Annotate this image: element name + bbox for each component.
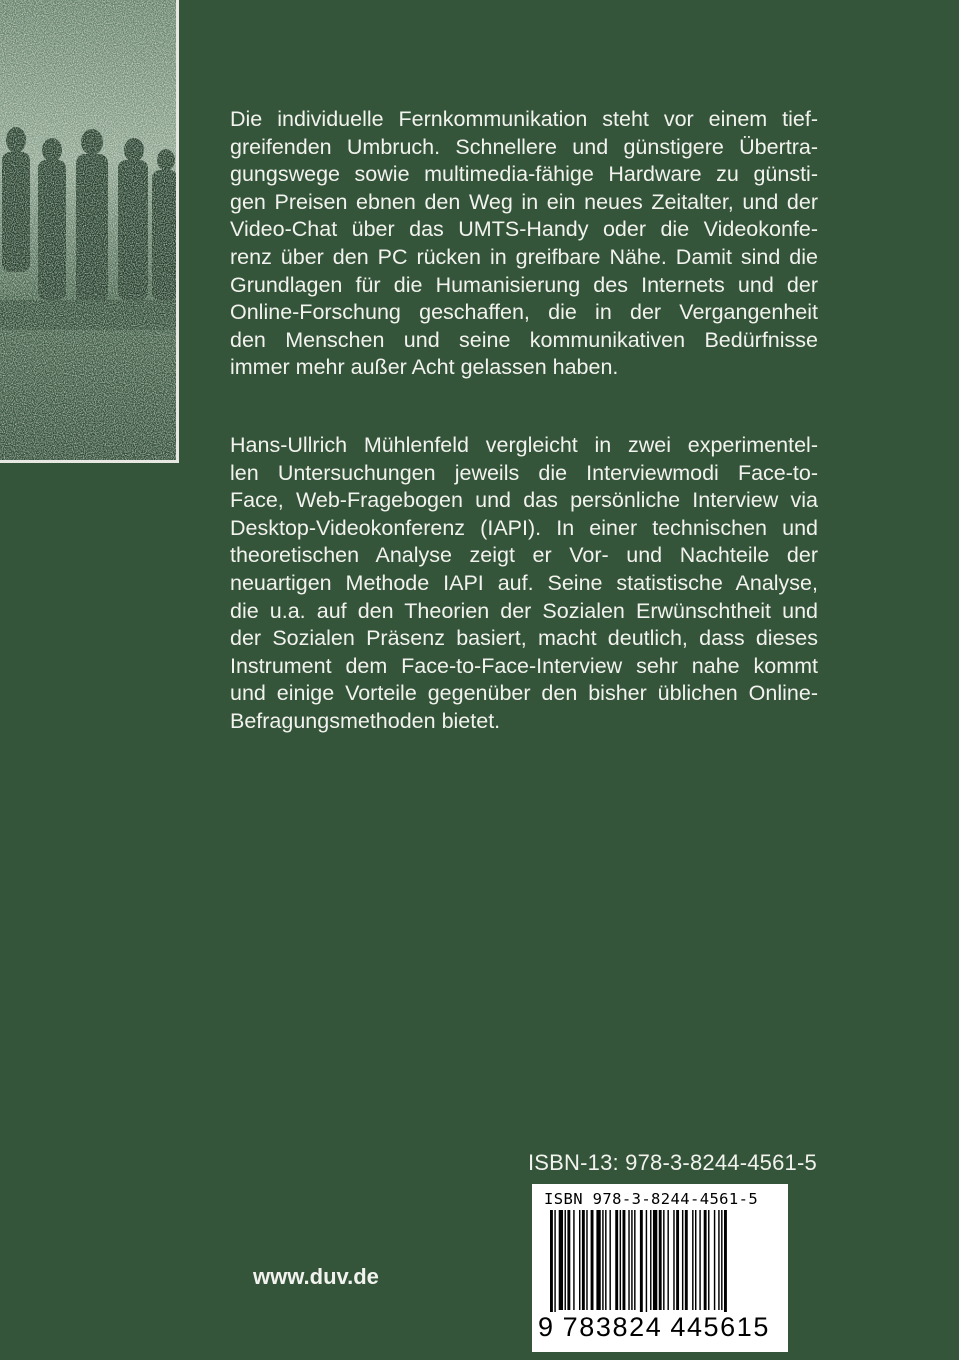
publisher-url: www.duv.de [253, 1264, 379, 1289]
barcode-bar [653, 1210, 657, 1310]
text-line: den Menschen und seine kommunikativen Bedürfnisse [230, 327, 818, 352]
barcode-bar [628, 1210, 629, 1310]
barcode-bar [699, 1210, 700, 1310]
barcode-bar [692, 1210, 693, 1310]
barcode-isbn-text: ISBN 978-3-8244-4561-5 [544, 1190, 759, 1208]
barcode-bar [582, 1210, 585, 1310]
barcode-bar [721, 1210, 722, 1310]
text-line: Hans-Ullrich Mühlenfeld vergleicht in zwei experimentel- [230, 433, 818, 457]
barcode-bar [673, 1210, 674, 1310]
cover-photo [0, 0, 176, 463]
barcode-bar [682, 1210, 683, 1310]
text-line: renz über den PC rücken in greifbare Nähe. Damit sind die [230, 244, 818, 269]
barcode-bar [676, 1210, 679, 1310]
text-line: Desktop-Videokonferenz (IAPI). In einer technischen und [230, 515, 818, 540]
barcode-bar [609, 1210, 610, 1310]
barcode-bar [663, 1210, 664, 1310]
barcode-digits-right: 445615 [670, 1312, 771, 1342]
barcode-bar [714, 1210, 715, 1310]
text-line: neuartigen Methode IAPI auf. Seine statistische Analyse, [230, 570, 818, 595]
text-line: die u.a. auf den Theorien der Sozialen Erwünschtheit und [230, 598, 818, 623]
barcode-bar [579, 1210, 580, 1310]
barcode-bar [615, 1210, 618, 1310]
text-line: Befragungsmethoden bietet. [230, 708, 501, 733]
barcode-bar [586, 1210, 587, 1310]
barcode-bar [565, 1210, 566, 1310]
barcode-bar [650, 1210, 651, 1310]
text-line: greifenden Umbruch. Schnellere und günstigere Übertra- [230, 134, 818, 159]
barcode-bar [685, 1210, 688, 1310]
text-line: Face, Web-Fragebogen und das persönliche Interview via [230, 488, 818, 513]
photo-border-right [176, 0, 179, 463]
barcode-digit-lead: 9 [538, 1312, 555, 1342]
barcode-bar [623, 1210, 626, 1310]
photo-border-bottom [0, 460, 179, 463]
barcode-digits [538, 1312, 770, 1343]
barcode-bar [567, 1210, 570, 1310]
text-line: immer mehr außer Acht gelassen haben. [230, 355, 619, 380]
barcode-bar [573, 1210, 574, 1310]
barcode-bar [591, 1210, 594, 1310]
blurb-paragraph-2 [230, 432, 818, 736]
barcode-bar [602, 1210, 603, 1310]
barcode [532, 1184, 788, 1352]
barcode-bar [708, 1210, 709, 1310]
barcode-bar [620, 1210, 621, 1310]
text-line: Grundlagen für die Humanisierung des Internets und der [230, 272, 818, 297]
isbn-label: ISBN-13: 978-3-8244-4561-5 [528, 1150, 817, 1175]
text-line: und einige Vorteile gegenüber den bisher üblichen Online- [230, 681, 818, 706]
barcode-bar [640, 1210, 643, 1322]
barcode-bar [695, 1210, 696, 1310]
silhouettes-image [0, 0, 176, 463]
barcode-bar [667, 1210, 668, 1310]
barcode-bars-icon [542, 1210, 778, 1322]
text-line: gen Preisen ebnen den Weg in ein neues Zeitalter, und der [230, 189, 818, 214]
barcode-bar [718, 1210, 719, 1310]
barcode-bar [554, 1210, 555, 1322]
barcode-bar [605, 1210, 606, 1310]
text-line: der Sozialen Präsenz basiert, macht deutlich, dass dieses [230, 626, 818, 651]
text-line: Online-Forschung geschaffen, die in der Vergangenheit [230, 300, 818, 325]
barcode-bar [634, 1210, 635, 1310]
barcode-bar [596, 1210, 600, 1310]
barcode-bar [631, 1210, 632, 1310]
blurb-paragraph-1 [230, 106, 818, 382]
text-line: Instrument dem Face-to-Face-Interview sehr nahe kommt [230, 653, 818, 678]
text-line: Video-Chat über das UMTS-Handy oder die Videokonfe- [230, 217, 818, 242]
barcode-bar [659, 1210, 662, 1310]
text-line: Die individuelle Fernkommunikation steht vor einem tief- [230, 107, 818, 131]
barcode-bar [559, 1210, 563, 1310]
barcode-digits-left: 783824 [562, 1312, 663, 1342]
text-line: gungswege sowie multimedia-fähige Hardware zu günsti- [230, 162, 818, 187]
barcode-bar [550, 1210, 553, 1322]
barcode-bar [646, 1210, 647, 1322]
text-line: theoretischen Analyse zeigt er Vor- und Nachteile der [230, 543, 818, 568]
text-line: len Untersuchungen jeweils die Interviewmodi Face-to- [230, 460, 818, 485]
barcode-bar [704, 1210, 707, 1310]
barcode-bar [724, 1210, 727, 1322]
